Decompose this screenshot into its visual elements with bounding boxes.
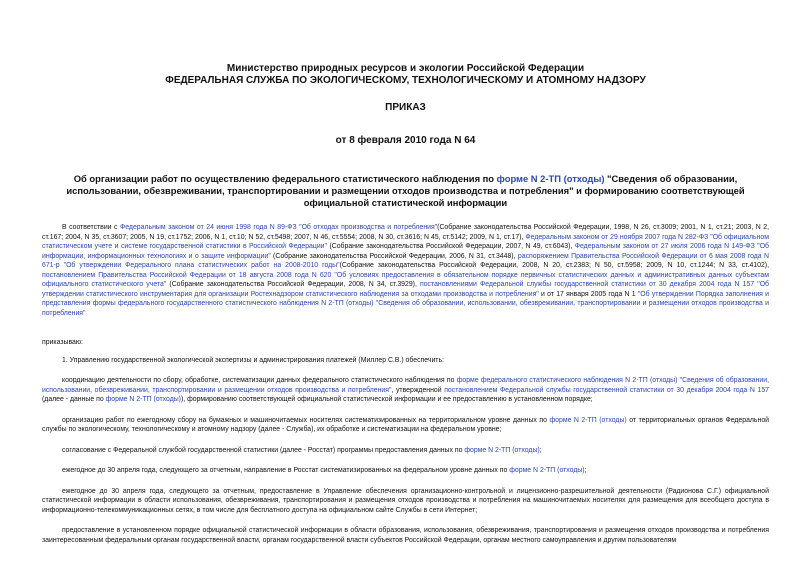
para-text: от территориальных органов Федеральной службы по экологическому, технологическому и атомному надзору (далее - Служба), их обработке и систематизации на федеральном уровне;	[42, 416, 770, 433]
ministry-name: Министерство природных ресурсов и экологии Российской Федерации	[226, 63, 585, 74]
para-text: координацию деятельности по сбору, обработке, систематизации данных федерального статистического наблюдения по	[62, 377, 457, 384]
form-2tp-link[interactable]: форме N 2-ТП (отходы)	[464, 446, 540, 454]
preamble-text: (Собрание законодательства Российской Федерации, 2006, N 31, ст.3448),	[270, 252, 518, 260]
preamble-text: В соответствии с	[62, 224, 121, 231]
order-word: приказываю:	[42, 339, 83, 346]
para-rosstat-agreement	[42, 446, 769, 456]
para-text: , утвержденной	[391, 386, 445, 394]
para-coordination	[42, 376, 769, 405]
para-text: ;	[539, 446, 542, 454]
preamble-text: (Собрание законодательства Российской Федерации, 2008, N 20, ст.2383; N 50, ст.5958; 2009, N 10, ст.1244; N 33, ст.4102),	[339, 262, 769, 269]
para-text: ), формированию соответствующей официальной статистической информации и ее предоставлению в установленном порядке;	[180, 396, 593, 403]
title-form-link[interactable]: форме N 2-ТП (отходы)	[496, 173, 605, 184]
form-2tp-link[interactable]: форме N 2-ТП (отходы)	[105, 396, 181, 403]
para-text: ежегодное до 30 апреля года, следующего за отчетным, направление в Росстат систематизированных на федеральном уровне данных по	[62, 467, 510, 474]
para-provision-to-users: предоставление в установленном порядке официальной статистической информации в области образования, использования, обезвреживания, транспортирования и размещения отходов производства и потребления заинтересованным федеральным органам государственной власти, органам государственной власти субъектов Российской Федерации, органам местного самоуправления и другим пользователям	[42, 527, 769, 544]
rosstat-157-link-2[interactable]: постановлением Федеральной службы государственной статистики от 30 декабря 2004 года N 157	[444, 386, 769, 394]
para-april-30-submission	[42, 466, 769, 476]
order-671-r-link[interactable]: распоряжением Правительства Российской Федерации от 6 мая 2008 года N 671-р "Об утверждении Федерального плана статистических работ на 2008-2010 годы"	[42, 252, 769, 269]
service-name: ФЕДЕРАЛЬНАЯ СЛУЖБА ПО ЭКОЛОГИЧЕСКОМУ, ТЕХНОЛОГИЧЕСКОМУ И АТОМНОМУ НАДЗОРУ	[165, 75, 646, 86]
rosstat-1-link[interactable]: "Об утверждении Порядка заполнения и представления формы федерального государственного статистического наблюдения N 2-ТП (отходы) "Сведения об образовании, использовании, обезвреживании, транспортировании и размещении отходов производства и потребления"	[42, 290, 769, 317]
form-2tp-full-link[interactable]: форме федерального статистического наблюдения N 2-ТП (отходы) "Сведения об образовании, использовании, обезвреживании, транспортировании и размещении отходов производства и потребления"	[42, 377, 769, 394]
doc-date: от 8 февраля 2010 года N 64	[335, 135, 476, 146]
para-text: согласование с Федеральной службой государственной статистики (далее - Росстат) программы предоставления данных по	[62, 446, 465, 454]
law-149-fz-link[interactable]: Федеральным законом от 27 июля 2006 года N 149-ФЗ "Об информации, информационных технологиях и о защите информации"	[42, 243, 770, 260]
para-text: ;	[584, 467, 587, 474]
para-text: организацию работ по ежегодному сбору на бумажных и машиночитаемых носителях систематизированных на территориальном уровне данных по	[62, 416, 550, 424]
preamble-text: (Собрание законодательства Российской Федерации, 2007, N 49, ст.6043),	[326, 243, 575, 250]
para-annual-collection	[42, 416, 769, 435]
form-2tp-link[interactable]: форме N 2-ТП (отходы)	[509, 467, 585, 474]
para-provision-to-directorate: ежегодное до 30 апреля года, следующего за отчетным, предоставление в Управление обеспечения организационно-контрольной и лицензионно-разрешительной деятельности (Радионова С.Г.) официальной статистической информации в области использования, обезвреживания, транспортирования и размещения отходов производства и потребления на машиночитаемых носителях для размещения для всеобщего доступа в информационно-телекоммуникационных сетях, в том числе для бесплатного доступа на официальном сайте Службы в сети Интернет;	[42, 487, 769, 514]
law-89-fz-link[interactable]: Федеральным законом от 24 июня 1998 года N 89-ФЗ "Об отходах производства и потребления"	[120, 224, 438, 231]
para-text: (далее - данные по	[42, 396, 106, 403]
doc-type: ПРИКАЗ	[385, 102, 426, 113]
preamble-text: (Собрание законодательства Российской Федерации, 2008, N 34, ст.3929),	[166, 281, 420, 288]
preamble-paragraph	[42, 223, 769, 318]
title-text-2: "Сведения об образовании, использовании, обезвреживании, транспортировании и размещении отходов производства и потребления" и формированию соответствующей официальной статистической информации	[66, 173, 745, 208]
law-282-fz-link[interactable]: Федеральным законом от 29 ноября 2007 года N 282-ФЗ "Об официальном статистическом учете и системе государственной статистики в Российской Федерации"	[42, 233, 770, 250]
title-text-1: Об организации работ по осуществлению федерального статистического наблюдения по	[73, 173, 497, 184]
preamble-text: (Собрание законодательства Российской Федерации, 1998, N 26, ст.3009; 2001, N 1, ст.21; 2003, N 2, ст.167; 2004, N 35, ст.3607; 2005, N 19, ст.1752; 2006, N 1, ст.10; N 52, ст.5498; 2007, N 46, ст.5554; 2008, N 30, ст.3616; N 45, ст.5142; 2009, N 1, ст.17),	[42, 224, 769, 241]
item-1: 1. Управлению государственной экологической экспертизы и администрирования платежей (Миллер С.В.) обеспечить:	[62, 356, 444, 364]
form-2tp-link[interactable]: форме N 2-ТП (отходы)	[549, 416, 627, 424]
rosstat-157-link[interactable]: постановлениями Федеральной службы государственной статистики от 30 декабря 2004 года N 157 "Об утверждении статистического инструментария для организации Ростехнадзором статистического наблюдения за отходами производства и потребления"	[42, 281, 769, 298]
preamble-text: и от 17 января 2005 года N 1	[538, 290, 638, 298]
resolution-620-link[interactable]: постановлением Правительства Российской Федерации от 18 августа 2008 года N 620 "Об условиях предоставления в обязательном порядке первичных статистических данных и административных данных субъектам официального статистического учета"	[42, 271, 769, 288]
doc-title	[42, 173, 769, 209]
